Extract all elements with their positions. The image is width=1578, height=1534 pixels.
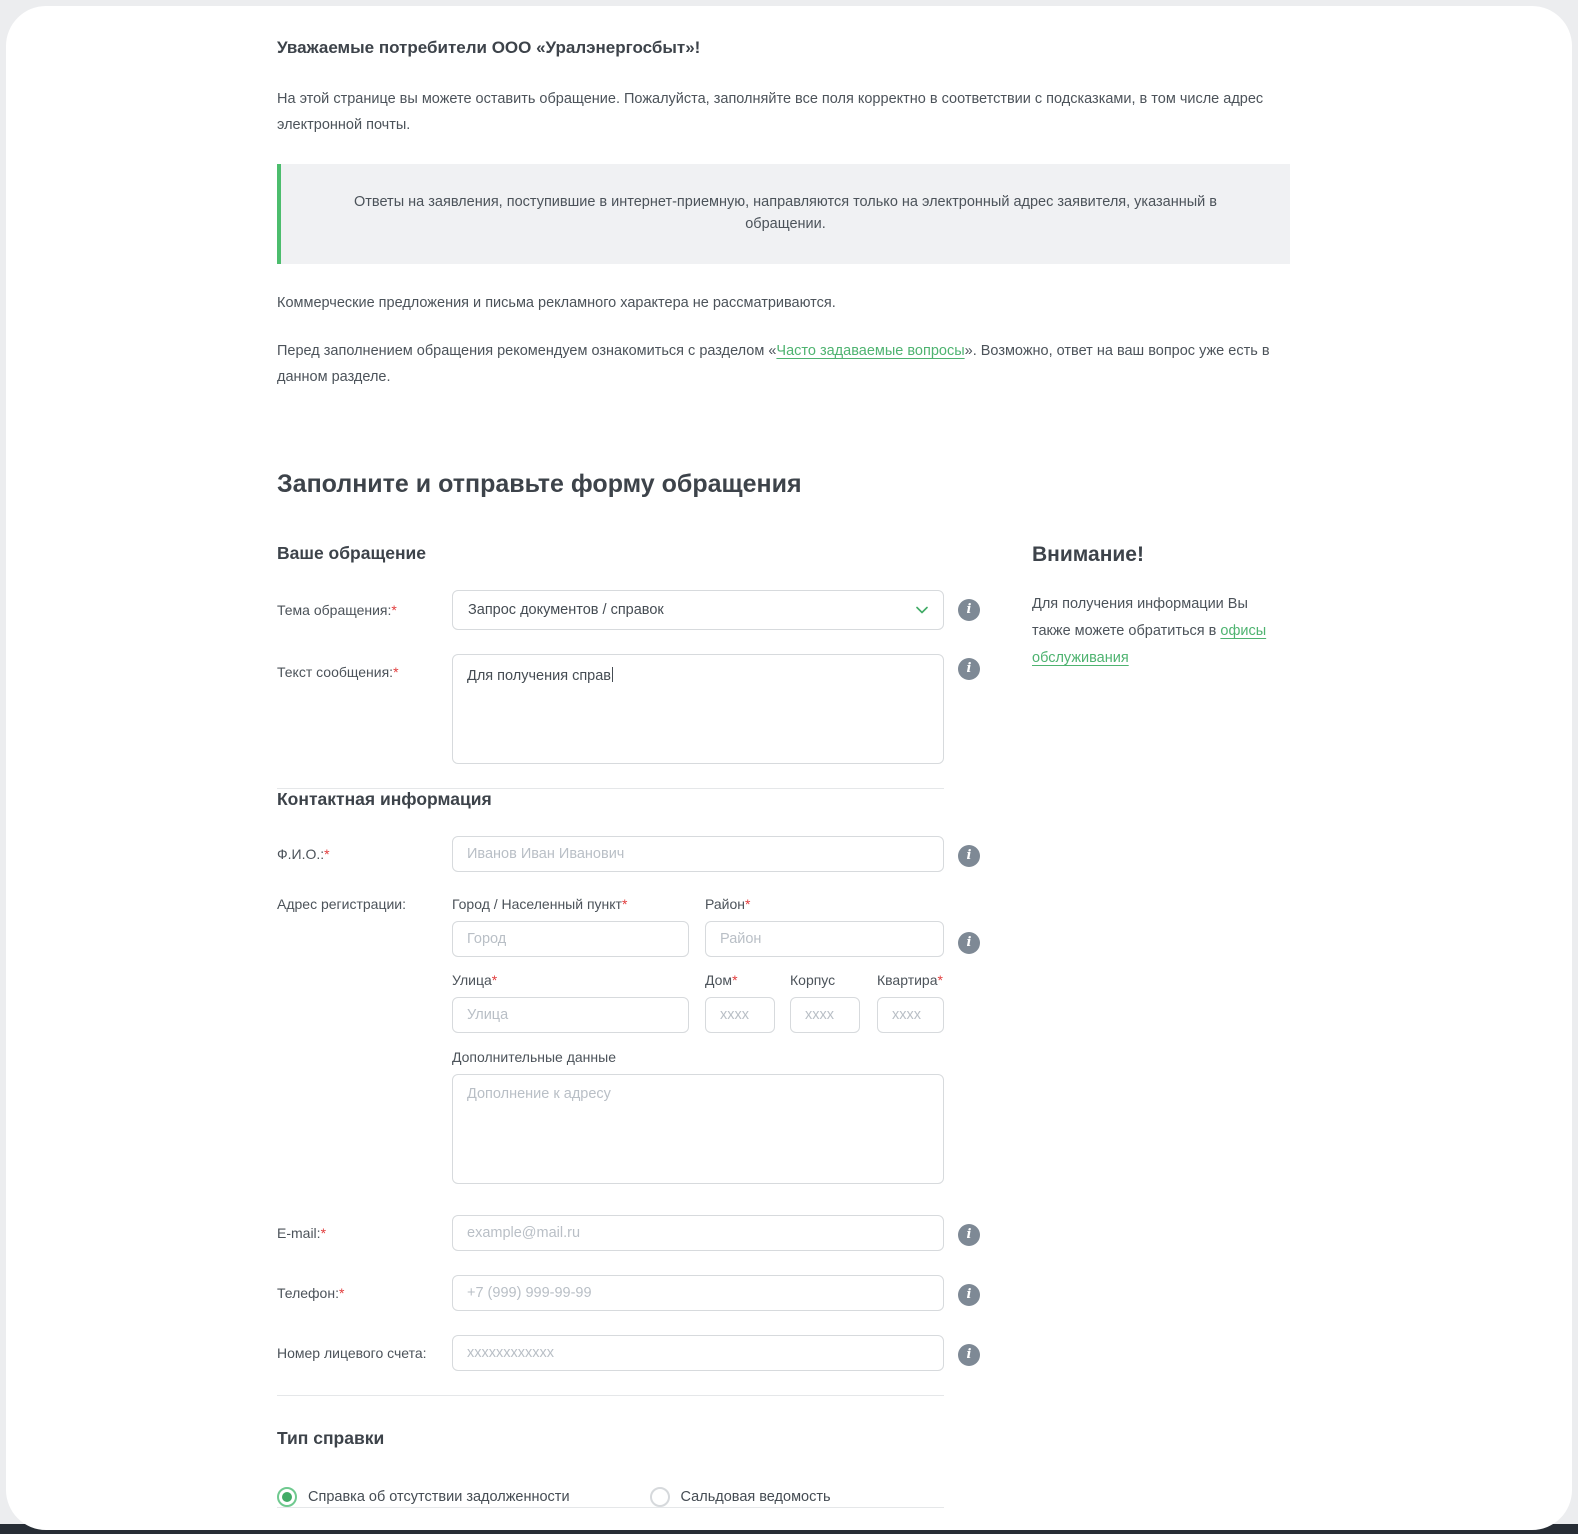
email-row — [277, 1215, 972, 1251]
address-row — [277, 895, 972, 1189]
section-divider — [277, 1507, 944, 1508]
fio-row — [277, 836, 972, 872]
message-row — [277, 654, 972, 764]
house-input[interactable] — [705, 997, 775, 1033]
district-label: Район* — [705, 895, 751, 912]
apartment-label: Квартира* — [877, 971, 943, 988]
phone-input[interactable] — [452, 1275, 944, 1311]
city-input[interactable] — [452, 921, 689, 957]
topic-select[interactable] — [452, 590, 944, 630]
page-title: Уважаемые потребители ООО «Уралэнергосбыт»! — [277, 38, 701, 57]
address-label: Адрес регистрации: — [277, 895, 407, 912]
extra-data-textarea[interactable] — [452, 1074, 944, 1184]
topic-selected-value: Запрос документов / справок — [468, 601, 664, 618]
fio-input[interactable] — [452, 836, 944, 872]
message-text: Для получения справ — [467, 667, 612, 684]
attention-sidebar — [1032, 543, 1290, 1508]
text-cursor — [612, 667, 613, 682]
info-icon[interactable]: i — [958, 1344, 980, 1366]
section-divider — [277, 1395, 944, 1396]
radio-no-debt-certificate[interactable]: Справка об отсутствии задолженности — [277, 1487, 570, 1507]
chevron-down-icon — [916, 606, 928, 614]
commercial-note: Коммерческие предложения и письма рекламного характера не рассматриваются. — [277, 294, 836, 311]
district-input[interactable] — [705, 921, 944, 957]
page-card — [6, 6, 1572, 1530]
attention-title: Внимание! — [1032, 542, 1144, 566]
appeal-form — [277, 542, 972, 1508]
topic-row — [277, 590, 972, 630]
fio-label: Ф.И.О.:* — [277, 845, 330, 862]
section-your-appeal: Ваше обращение — [277, 542, 427, 563]
account-row — [277, 1335, 972, 1371]
extra-data-label: Дополнительные данные — [452, 1048, 616, 1065]
info-icon[interactable]: i — [958, 1284, 980, 1306]
notice-box — [277, 164, 1290, 264]
phone-row — [277, 1275, 972, 1311]
city-label: Город / Населенный пункт* — [452, 895, 628, 912]
info-icon[interactable]: i — [958, 845, 980, 867]
message-label: Текст сообщения:* — [277, 663, 399, 680]
radio-unselected-icon — [650, 1487, 670, 1507]
section-contact-info: Контактная информация — [277, 788, 492, 809]
intro-paragraph: На этой странице вы можете оставить обращение. Пожалуйста, заполняйте все поля корректно в соответствии с подсказками, в том числе адрес электронной почты. — [277, 91, 1264, 134]
house-label: Дом* — [705, 971, 738, 988]
faq-link[interactable]: Часто задаваемые вопросы — [776, 342, 965, 359]
phone-label: Телефон:* — [277, 1284, 345, 1301]
street-input[interactable] — [452, 997, 689, 1033]
report-type-options — [277, 1487, 944, 1507]
radio-selected-icon — [277, 1487, 297, 1507]
info-icon[interactable]: i — [958, 658, 980, 680]
email-label: E-mail:* — [277, 1224, 327, 1241]
radio-balance-sheet[interactable]: Сальдовая ведомость — [650, 1487, 831, 1507]
form-title: Заполните и отправьте форму обращения — [277, 469, 802, 498]
notice-text: Ответы на заявления, поступившие в интернет-приемную, направляются только на электронный адрес заявителя, указанный в обращении. — [354, 194, 1217, 232]
section-report-type: Тип справки — [277, 1427, 385, 1448]
apartment-input[interactable] — [877, 997, 944, 1033]
info-icon[interactable]: i — [958, 599, 980, 621]
account-label: Номер лицевого счета: — [277, 1344, 427, 1361]
message-textarea[interactable] — [452, 654, 944, 764]
account-input[interactable] — [452, 1335, 944, 1371]
info-icon[interactable]: i — [958, 932, 980, 954]
topic-label: Тема обращения:* — [277, 601, 397, 618]
attention-text: Для получения информации Вы также можете обратиться в офисы обслуживания — [1032, 595, 1267, 666]
service-offices-link[interactable]: офисы обслуживания — [1032, 622, 1267, 666]
faq-paragraph: Перед заполнением обращения рекомендуем ознакомиться с разделом «Часто задаваемые вопросы». Возможно, ответ на ваш вопрос уже есть в данном разделе. — [277, 342, 1270, 385]
building-label: Корпус — [790, 971, 836, 988]
info-icon[interactable]: i — [958, 1224, 980, 1246]
street-label: Улица* — [452, 971, 498, 988]
email-input[interactable] — [452, 1215, 944, 1251]
building-input[interactable] — [790, 997, 860, 1033]
